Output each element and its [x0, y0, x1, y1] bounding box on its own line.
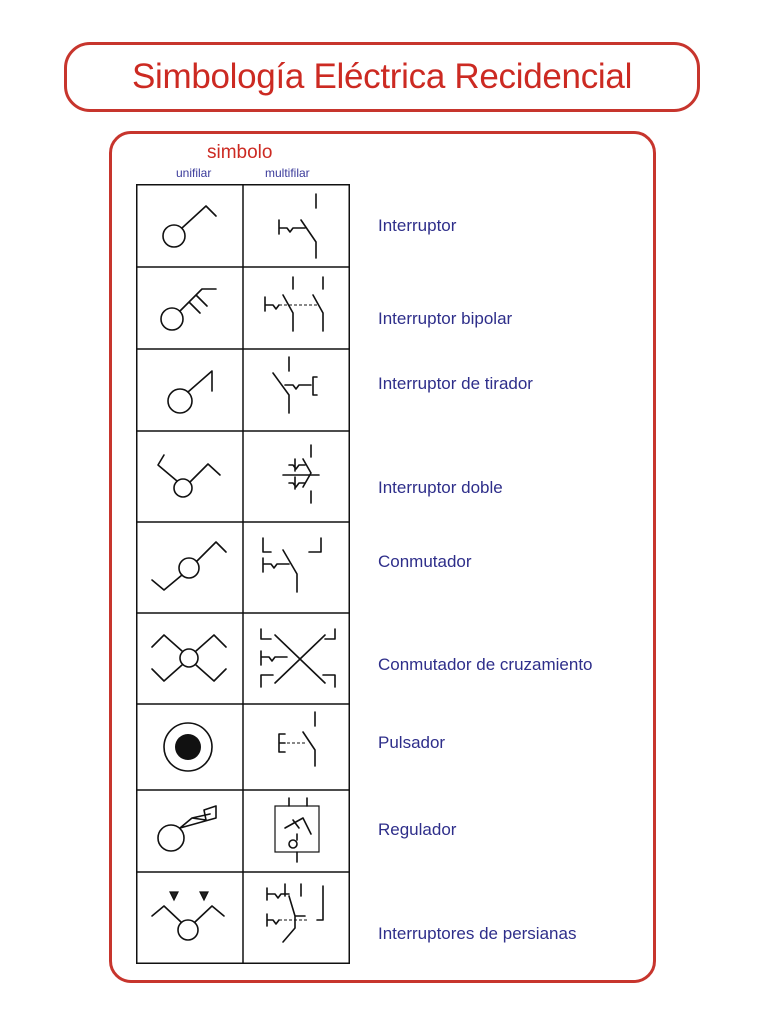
label-interruptores-persianas: Interruptores de persianas — [378, 924, 577, 943]
interruptor-bipolar-multifilar-icon — [243, 267, 350, 349]
label-regulador: Regulador — [378, 820, 457, 839]
title-box — [64, 42, 700, 112]
pulsador-unifilar-icon — [136, 704, 243, 790]
interruptor-tirador-unifilar-icon — [136, 349, 243, 431]
interruptor-doble-multifilar-icon — [243, 431, 350, 522]
page-title: Simbología Eléctrica Recidencial — [131, 57, 633, 96]
conmutador-cruzamiento-unifilar-icon — [136, 613, 243, 704]
label-interruptor: Interruptor — [378, 216, 457, 235]
conmutador-unifilar-icon — [136, 522, 243, 613]
label-interruptor-tirador: Interruptor de tirador — [378, 374, 533, 393]
regulador-multifilar-icon — [243, 790, 350, 872]
interruptor-tirador-multifilar-icon — [243, 349, 350, 431]
interruptor-unifilar-icon — [136, 184, 243, 267]
column-header-simbolo: simbolo — [207, 142, 273, 163]
symbol-grid — [136, 184, 350, 964]
label-interruptor-bipolar: Interruptor bipolar — [378, 309, 513, 328]
persianas-multifilar-icon — [243, 872, 350, 964]
label-conmutador: Conmutador — [378, 552, 472, 571]
interruptor-bipolar-unifilar-icon — [136, 267, 243, 349]
regulador-unifilar-icon — [136, 790, 243, 872]
conmutador-multifilar-icon — [243, 522, 350, 613]
conmutador-cruzamiento-multifilar-icon — [243, 613, 350, 704]
pulsador-multifilar-icon — [243, 704, 350, 790]
column-header-unifilar: unifilar — [176, 166, 212, 180]
label-pulsador: Pulsador — [378, 733, 446, 752]
interruptor-multifilar-icon — [243, 184, 350, 267]
label-interruptor-doble: Interruptor doble — [378, 478, 503, 497]
column-header-multifilar: multifilar — [265, 166, 310, 180]
interruptor-doble-unifilar-icon — [136, 431, 243, 522]
persianas-unifilar-icon — [136, 872, 243, 964]
label-conmutador-cruzamiento: Conmutador de cruzamiento — [378, 655, 593, 674]
